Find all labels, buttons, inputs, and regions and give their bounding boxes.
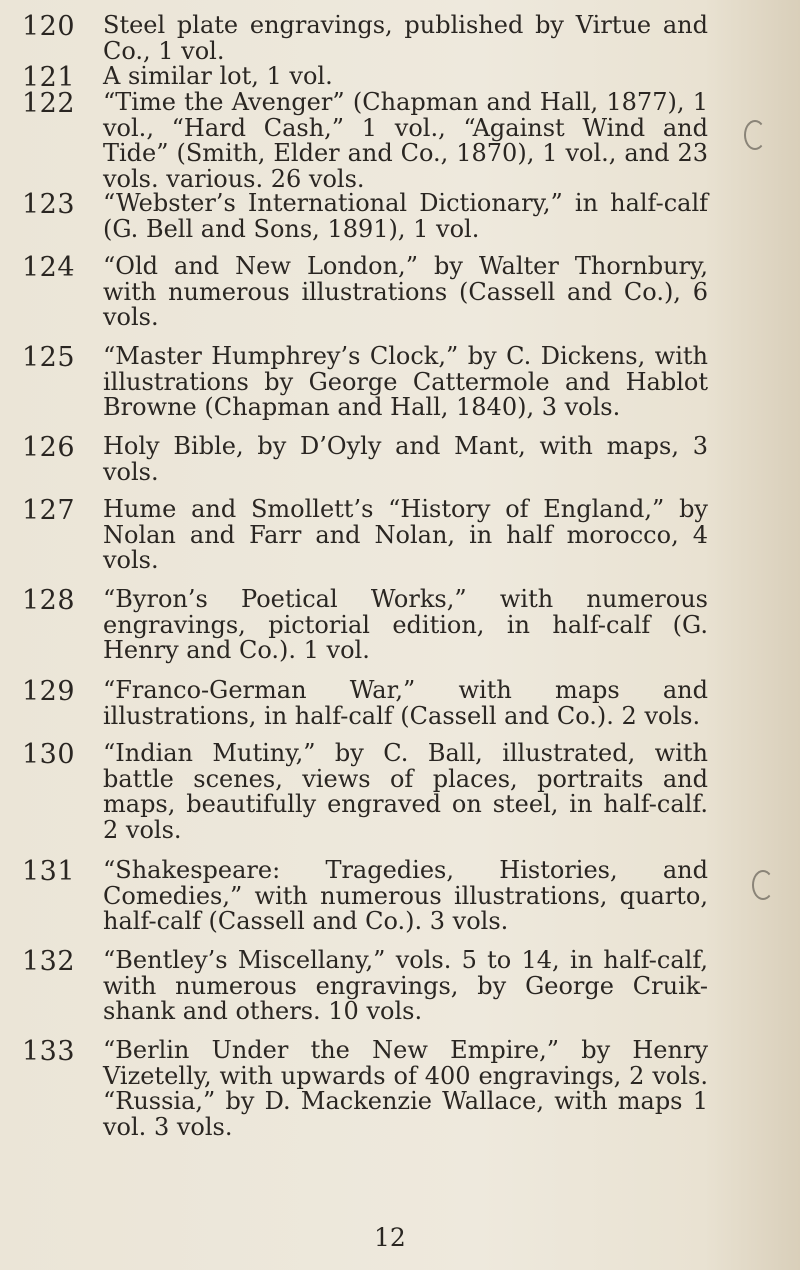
lot-description: “Bentley’s Miscellany,” vols. 5 to 14, in half-calf, with numerous engravings, by George Cruik-shank and others. 10 vols. <box>103 946 708 1025</box>
lot-number: 127 <box>22 495 76 526</box>
lot-description: A similar lot, 1 vol. <box>103 62 333 90</box>
lot-number: 132 <box>22 946 76 977</box>
lot-number: 130 <box>22 739 76 770</box>
lot-number: 123 <box>22 189 76 220</box>
margin-mark-icon <box>752 870 774 900</box>
lot-number: 126 <box>22 432 76 463</box>
lot-number: 133 <box>22 1036 76 1067</box>
lot-number: 124 <box>22 252 76 283</box>
lot-description: “Indian Mutiny,” by C. Ball, illustrated, with battle scenes, views of places, portraits and maps, beautifully engraved on steel, in half-calf. 2 vols. <box>103 739 708 844</box>
lot-number: 122 <box>22 88 76 119</box>
lot-description: Holy Bible, by D’Oyly and Mant, with maps, 3 vols. <box>103 432 708 486</box>
lot-description: “Shakespeare: Tragedies, Histories, and Comedies,” with numerous illustrations, quarto, half-calf (Cassell and Co.). 3 vols. <box>103 856 708 935</box>
lot-description: “Byron’s Poetical Works,” with numerous engravings, pictorial edition, in half-calf (G. Henry and Co.). 1 vol. <box>103 585 708 664</box>
lot-number: 121 <box>22 62 76 93</box>
lot-number: 131 <box>22 856 76 887</box>
lot-description: “Webster’s International Dictionary,” in half-calf (G. Bell and Sons, 1891), 1 vol. <box>103 189 708 243</box>
lot-number: 129 <box>22 676 76 707</box>
lot-description: “Time the Avenger” (Chapman and Hall, 1877), 1 vol., “Hard Cash,” 1 vol., “Against Wind and Tide” (Smith, Elder and Co., 1870), 1 vol., and 23 vols. various. 26 vols. <box>103 88 708 193</box>
lot-description: “Franco-German War,” with maps and illustrations, in half-calf (Cassell and Co.). 2 vols. <box>103 676 708 730</box>
page-number: 12 <box>374 1223 406 1252</box>
lot-number: 120 <box>22 11 76 42</box>
lot-description: “Old and New London,” by Walter Thornbury, with numerous illustrations (Cassell and Co.), 6 vols. <box>103 252 708 331</box>
margin-mark-icon <box>744 120 766 150</box>
lot-description: “Master Humphrey’s Clock,” by C. Dickens, with illustrations by George Cattermole and Hablot Browne (Chapman and Hall, 1840), 3 vols. <box>103 342 708 421</box>
lot-description: “Berlin Under the New Empire,” by Henry Vizetelly, with upwards of 400 engravings, 2 vols. “Russia,” by D. Mackenzie Wallace, with maps 1 vol. 3 vols. <box>103 1036 708 1141</box>
lot-number: 128 <box>22 585 76 616</box>
lot-description: Steel plate engravings, published by Virtue and Co., 1 vol. <box>103 11 708 65</box>
lot-description: Hume and Smollett’s “History of England,” by Nolan and Farr and Nolan, in half morocco, 4 vols. <box>103 495 708 574</box>
lot-number: 125 <box>22 342 76 373</box>
